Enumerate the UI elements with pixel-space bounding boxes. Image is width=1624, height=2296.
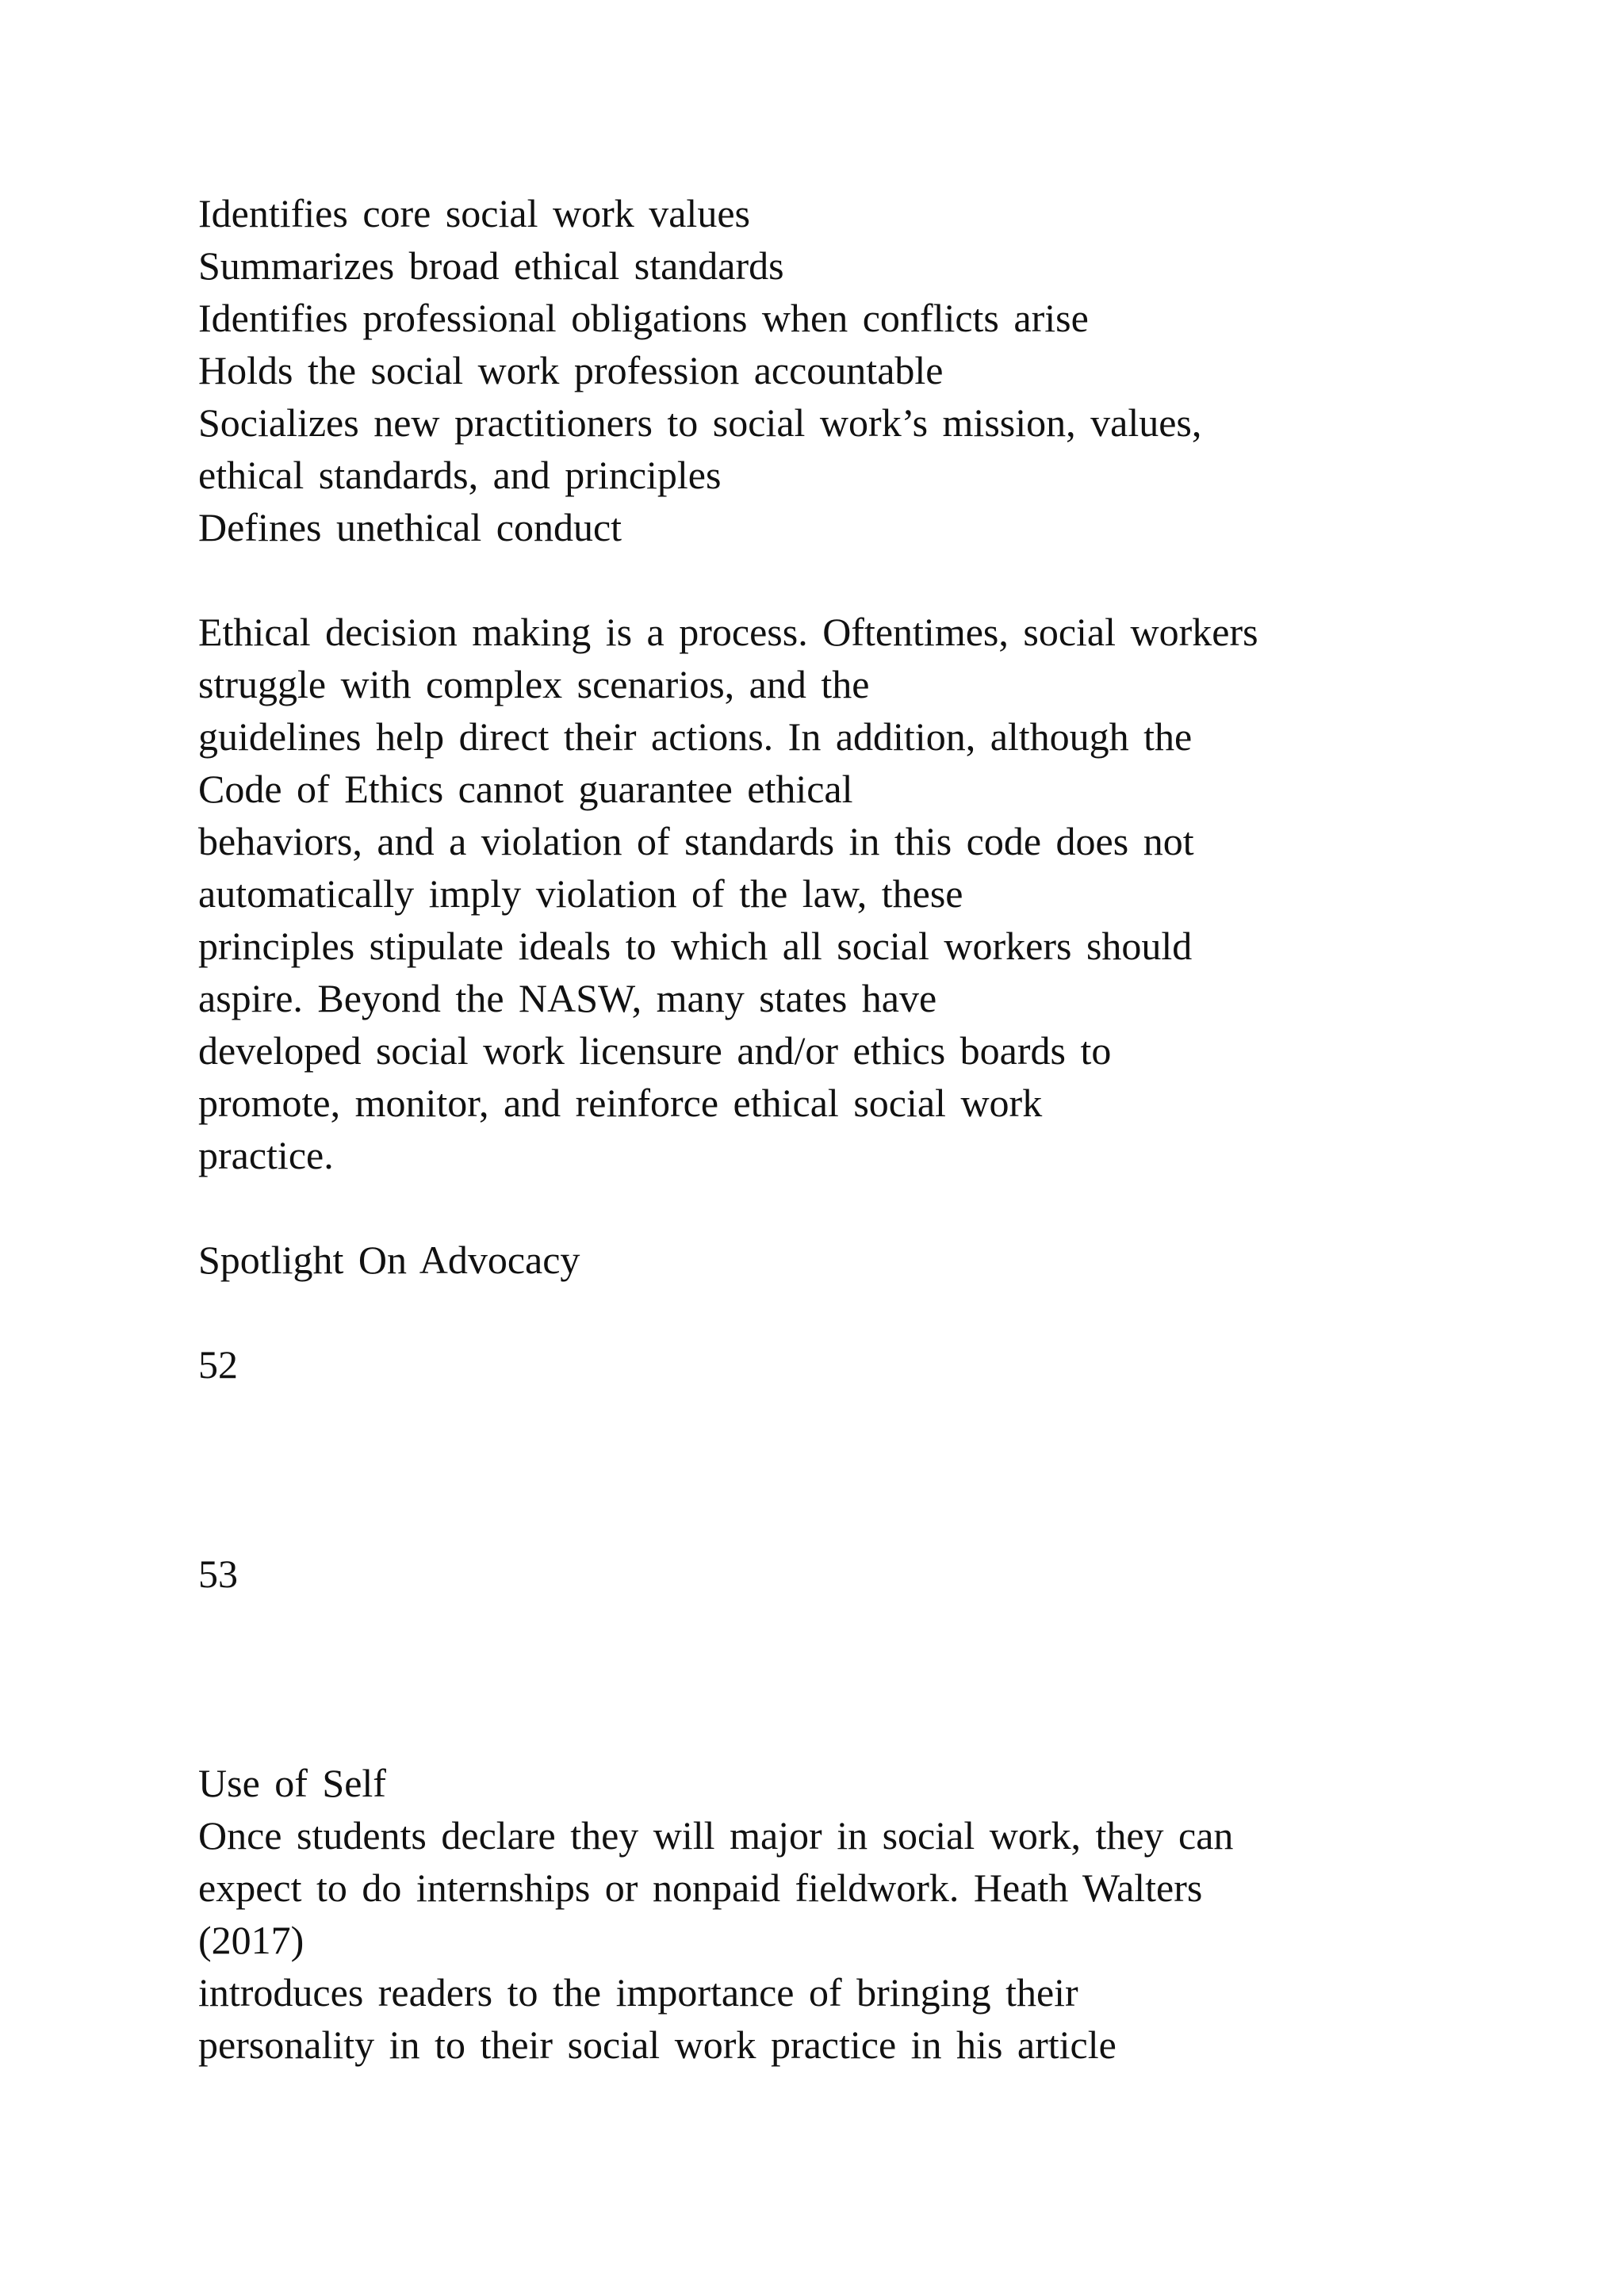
document-page xyxy=(198,187,1546,2071)
ethics-paragraph xyxy=(198,606,1546,1181)
list-item: Socializes new practitioners to social work’s mission, values, xyxy=(198,400,1202,445)
paragraph-line: Code of Ethics cannot guarantee ethical xyxy=(198,767,853,811)
spacer xyxy=(198,1286,1546,1338)
paragraph-line: personality in to their social work practice in his article xyxy=(198,2022,1116,2067)
section-heading: Use of Self xyxy=(198,1761,386,1805)
list-item: Defines unethical conduct xyxy=(198,505,622,549)
spacer xyxy=(198,1600,1546,1757)
paragraph-line: guidelines help direct their actions. In addition, although the xyxy=(198,714,1193,759)
paragraph-line: introduces readers to the importance of bringing their xyxy=(198,1970,1078,2015)
paragraph-line: Ethical decision making is a process. Oftentimes, social workers xyxy=(198,610,1258,654)
list-item: Summarizes broad ethical standards xyxy=(198,243,784,288)
spacer xyxy=(198,553,1546,606)
list-item: Holds the social work profession accountable xyxy=(198,348,944,392)
spotlight-heading: Spotlight On Advocacy xyxy=(198,1238,580,1282)
paragraph-line: developed social work licensure and/or ethics boards to xyxy=(198,1028,1112,1073)
list-item: Identifies core social work values xyxy=(198,191,750,235)
paragraph-line: Once students declare they will major in social work, they can xyxy=(198,1813,1234,1858)
paragraph-line: principles stipulate ideals to which all social workers should xyxy=(198,924,1193,968)
paragraph-line: (2017) xyxy=(198,1918,304,1962)
paragraph-line: expect to do internships or nonpaid fieldwork. Heath Walters xyxy=(198,1866,1203,1910)
paragraph-line: practice. xyxy=(198,1133,334,1177)
paragraph-line: struggle with complex scenarios, and the xyxy=(198,662,870,706)
paragraph-line: behaviors, and a violation of standards in this code does not xyxy=(198,819,1194,863)
paragraph-line: promote, monitor, and reinforce ethical social work xyxy=(198,1081,1043,1125)
spacer xyxy=(198,1391,1546,1548)
page-number: 53 xyxy=(198,1552,238,1596)
list-item: Identifies professional obligations when conflicts arise xyxy=(198,296,1089,340)
paragraph-line: automatically imply violation of the law, these xyxy=(198,871,963,916)
spacer xyxy=(198,1181,1546,1234)
use-of-self-paragraph xyxy=(198,1809,1546,2071)
list-item: ethical standards, and principles xyxy=(198,453,722,497)
page-number: 52 xyxy=(198,1342,238,1387)
standards-list xyxy=(198,187,1546,553)
paragraph-line: aspire. Beyond the NASW, many states have xyxy=(198,976,937,1020)
